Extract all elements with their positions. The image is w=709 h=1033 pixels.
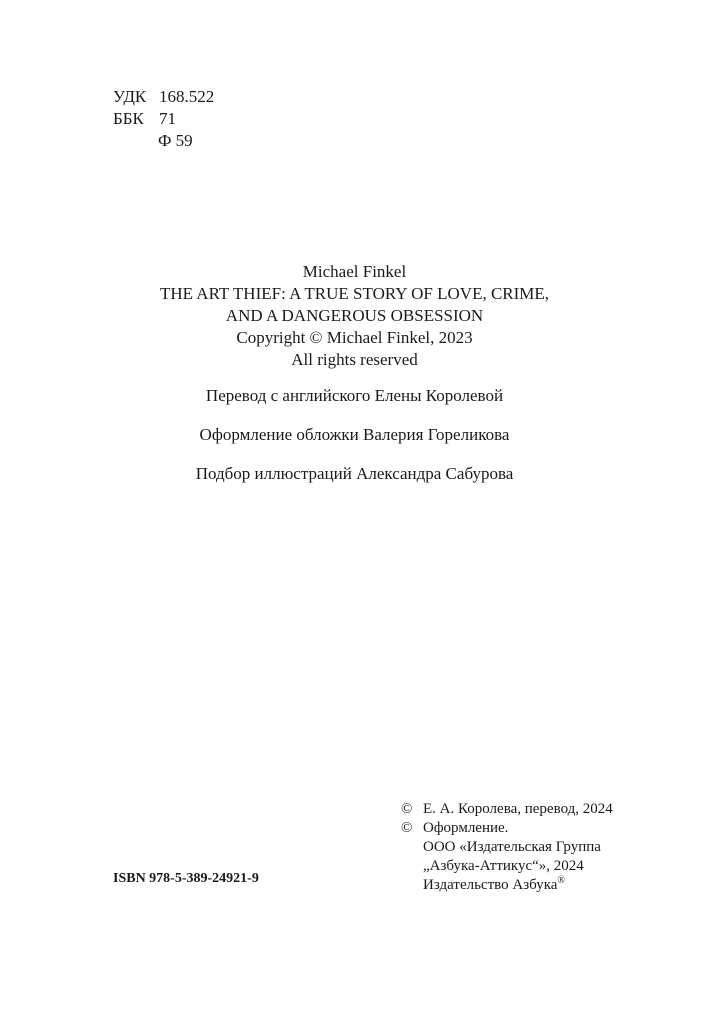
- publisher-line-1: ООО «Издательская Группа: [423, 839, 601, 855]
- isbn: ISBN 978-5-389-24921-9: [113, 871, 259, 886]
- translation-copyright: Е. А. Королева, перевод, 2024: [423, 801, 613, 817]
- author-sign: Ф 59: [158, 131, 193, 150]
- translation-credit: Перевод с английского Елены Королевой: [205, 386, 504, 405]
- illustrations-credit: Подбор иллюстраций Александра Сабурова: [195, 464, 514, 483]
- cover-design-credit: Оформление обложки Валерия Гореликова: [199, 425, 510, 444]
- bbk-value: 71: [159, 109, 176, 128]
- original-rights: All rights reserved: [291, 350, 418, 369]
- bbk-label: ББК: [113, 109, 144, 128]
- design-copyright: Оформление.: [423, 820, 509, 836]
- imprint: Издательство Азбука: [423, 877, 558, 893]
- copyright-symbol: ©: [401, 801, 413, 817]
- copyright-symbol: ©: [401, 820, 413, 836]
- credits: [0, 385, 709, 502]
- bbk-row: [113, 108, 214, 130]
- original-copyright: Copyright © Michael Finkel, 2023: [236, 328, 473, 347]
- original-title-line-1: THE ART THIEF: A TRUE STORY OF LOVE, CRIME,: [159, 284, 550, 303]
- original-title-line-2: AND A DANGEROUS OBSESSION: [225, 306, 484, 325]
- udk-row: [113, 86, 214, 108]
- registered-mark: ®: [557, 875, 566, 886]
- copyright-block: [401, 800, 613, 895]
- original-author: Michael Finkel: [302, 262, 407, 281]
- author-sign-row: [113, 130, 214, 152]
- translation-copyright-line: [401, 800, 613, 819]
- classification-codes: [113, 86, 214, 152]
- udk-label: УДК: [113, 87, 147, 106]
- imprint-line: [401, 876, 613, 895]
- design-copyright-line: [401, 819, 613, 838]
- original-edition-info: [0, 261, 709, 371]
- publisher-line-2: „Азбука-Аттикус“», 2024: [423, 858, 584, 874]
- udk-value: 168.522: [159, 87, 215, 106]
